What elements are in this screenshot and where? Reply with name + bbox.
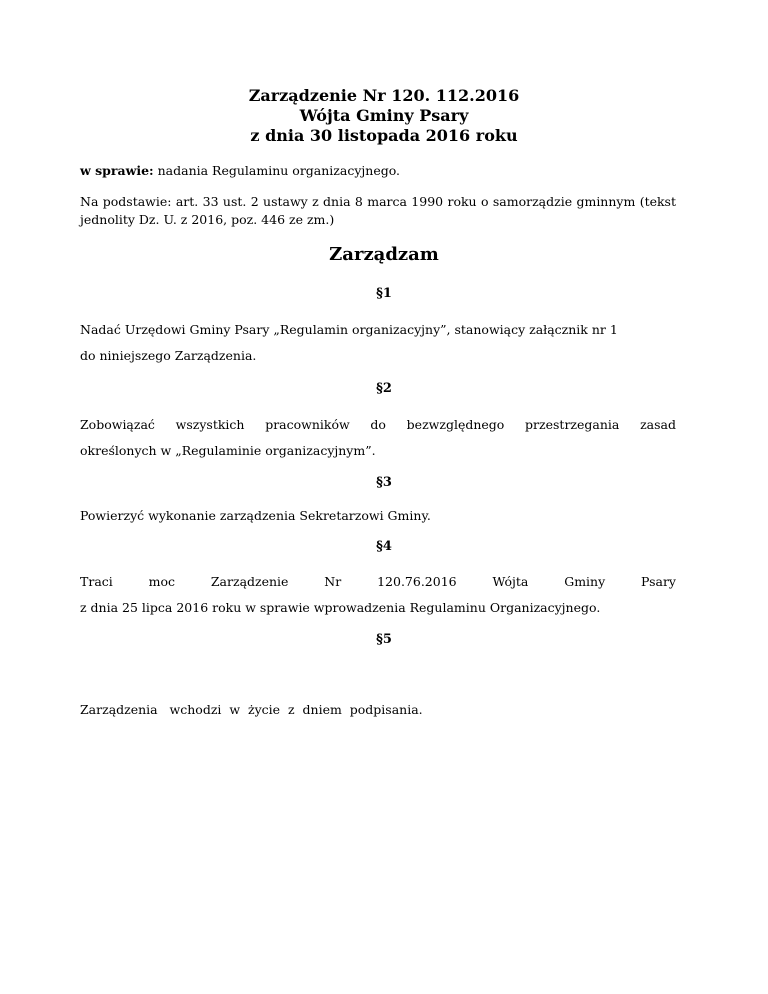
document-title (0, 86, 768, 146)
subject-line (80, 162, 676, 180)
section-1-body (80, 317, 676, 369)
section-2-body (80, 412, 676, 464)
title-line-decree-number: Zarządzenie Nr 120. 112.2016 (248, 86, 520, 105)
section-2-number: §2 (376, 381, 392, 396)
subject-text: nadania Regulaminu organizacyjnego. (153, 163, 401, 178)
title-line-issuer: Wójta Gminy Psary (299, 106, 469, 125)
section-4-line-2: z dnia 25 lipca 2016 roku w sprawie wprowadzenia Regulaminu Organizacyjnego. (80, 600, 601, 615)
section-1-number: §1 (376, 286, 392, 301)
section-5-number: §5 (376, 632, 392, 647)
section-2-line-2: określonych w „Regulaminie organizacyjnym”. (80, 443, 376, 458)
section-1-line-2: do niniejszego Zarządzenia. (80, 348, 257, 363)
decree-heading: Zarządzam (329, 244, 439, 265)
section-5-line-1: Zarządzenia wchodzi w życie z dniem podpisania. (80, 702, 423, 717)
section-3-line-1: Powierzyć wykonanie zarządzenia Sekretarzowi Gminy. (80, 508, 431, 523)
section-4-line-1: Traci moc Zarządzenie Nr 120.76.2016 Wójta Gminy Psary (80, 574, 676, 589)
section-1-line-1: Nadać Urzędowi Gminy Psary „Regulamin organizacyjny”, stanowiący załącznik nr 1 (80, 322, 618, 337)
section-5-body (80, 665, 676, 755)
subject-label: w sprawie: (80, 163, 154, 178)
section-4-number: §4 (376, 539, 392, 554)
section-2-line-1: Zobowiązać wszystkich pracowników do bezwzględnego przestrzegania zasad (80, 417, 676, 432)
section-4-body (80, 569, 676, 621)
section-3-number: §3 (376, 475, 392, 490)
legal-basis: Na podstawie: art. 33 ust. 2 ustawy z dnia 8 marca 1990 roku o samorządzie gminnym (tekst jednolity Dz. U. z 2016, poz. 446 ze zm.) (80, 194, 676, 227)
section-3-body (80, 507, 676, 525)
title-line-date: z dnia 30 listopada 2016 roku (250, 126, 518, 145)
